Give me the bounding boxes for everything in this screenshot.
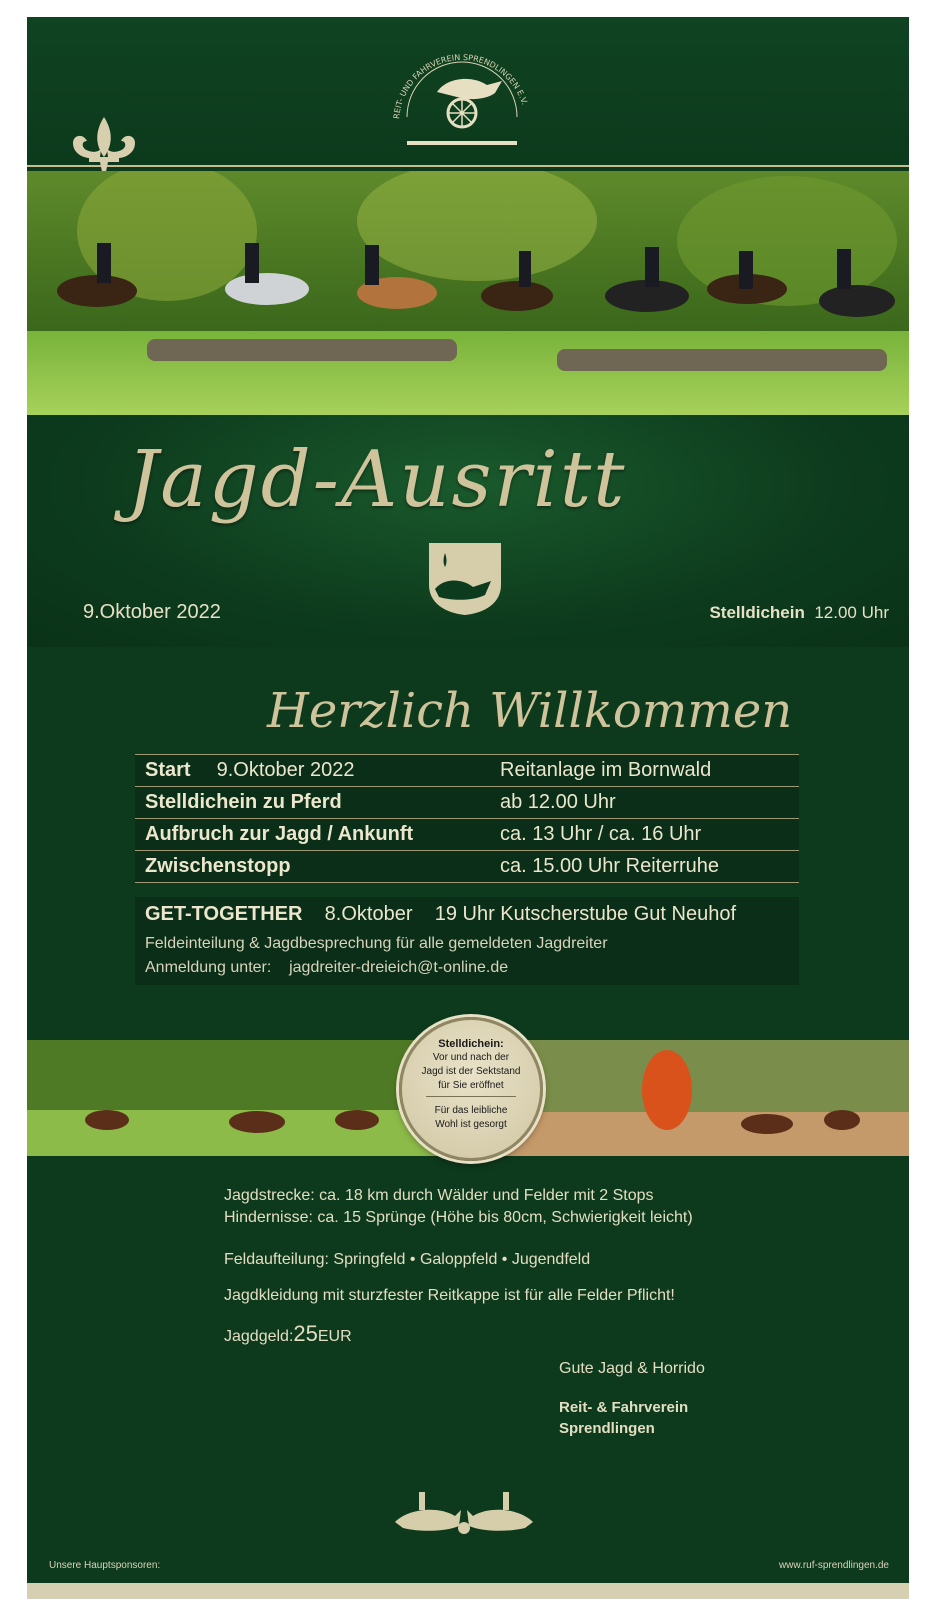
get-together-block [135,897,799,985]
riders-emblem-icon [389,1482,539,1542]
club-logo [377,37,547,155]
row-label: Stelldichein zu Pferd [145,791,342,813]
fee-label: Jagdgeld: [224,1328,294,1345]
club-signature [559,1397,688,1439]
badge-line: Wohl ist gesorgt [435,1119,507,1130]
stelldichein-label: Stelldichein [709,603,805,622]
get-together-label: GET-TOGETHER [145,903,303,925]
website-link[interactable]: www.ruf-sprendlingen.de [778,1560,889,1571]
fee-currency: EUR [317,1328,352,1345]
schedule-table [135,754,799,883]
table-row [135,851,799,883]
row-label: Aufbruch zur Jagd / Ankunft [145,823,414,845]
table-row [135,819,799,851]
hunt-ride-photo [27,171,909,415]
registration-label: Anmeldung unter: [145,959,272,976]
event-poster [27,17,909,1599]
welcome-heading: Herzlich Willkommen [267,683,793,739]
registration-email[interactable]: jagdreiter-dreieich@t-online.de [289,959,509,976]
stelldichein-value: 12.00 Uhr [814,603,889,622]
badge-title: Stelldichein: [438,1038,504,1050]
fee-info [224,1321,352,1347]
row-value: ca. 13 Uhr / ca. 16 Uhr [500,823,702,845]
club-name-line: Sprendlingen [559,1420,655,1437]
fee-amount: 25 [293,1321,318,1346]
table-row [135,787,799,819]
get-together-date: 8.Oktober [324,903,413,925]
obstacle-info: Hindernisse: ca. 15 Sprünge (Höhe bis 80cm, Schwierigkeit leicht) [224,1209,693,1226]
svg-text:REIT- UND FAHRVEREIN SPRENDLIN: REIT- UND FAHRVEREIN SPRENDLINGEN E.V. [392,52,530,120]
stelldichein-time [709,603,889,623]
title-section [27,415,909,647]
divider [27,165,909,167]
crest-icon [415,537,515,617]
row-value: Reitanlage im Bornwald [500,759,712,781]
field-info: Feldaufteilung: Springfeld • Galoppfeld • Jugendfeld [224,1251,591,1268]
divider [426,1096,516,1097]
get-together-detail: 19 Uhr Kutscherstube Gut Neuhof [434,903,736,925]
badge-line: Vor und nach der [432,1052,510,1063]
badge-line: Für das leibliche [434,1105,508,1116]
closing-greeting: Gute Jagd & Horrido [559,1360,705,1377]
get-together-note: Feldeinteilung & Jagdbesprechung für alle gemeldeten Jagdreiter [145,935,608,952]
row-value: ca. 15.00 Uhr Reiterruhe [500,855,720,877]
row-extra: 9.Oktober 2022 [216,759,355,781]
event-title: Jagd-Ausritt [127,435,627,525]
table-row [135,754,799,787]
badge-line: Jagd ist der Sektstand [421,1066,521,1077]
row-label: Zwischenstopp [145,855,291,877]
badge-line: für Sie eröffnet [438,1080,504,1091]
sponsors-label: Unsere Hauptsponsoren: [49,1560,161,1571]
row-label: Start [145,759,191,781]
route-info: Jagdstrecke: ca. 18 km durch Wälder und Felder mit 2 Stops [224,1187,654,1204]
club-name-line: Reit- & Fahrverein [559,1399,689,1416]
event-date: 9.Oktober 2022 [83,601,221,623]
row-value: ab 12.00 Uhr [500,791,616,813]
dress-code: Jagdkleidung mit sturzfester Reitkappe ist für alle Felder Pflicht! [224,1287,675,1304]
sponsor-strip [27,1583,909,1599]
stelldichein-badge [399,1017,543,1161]
